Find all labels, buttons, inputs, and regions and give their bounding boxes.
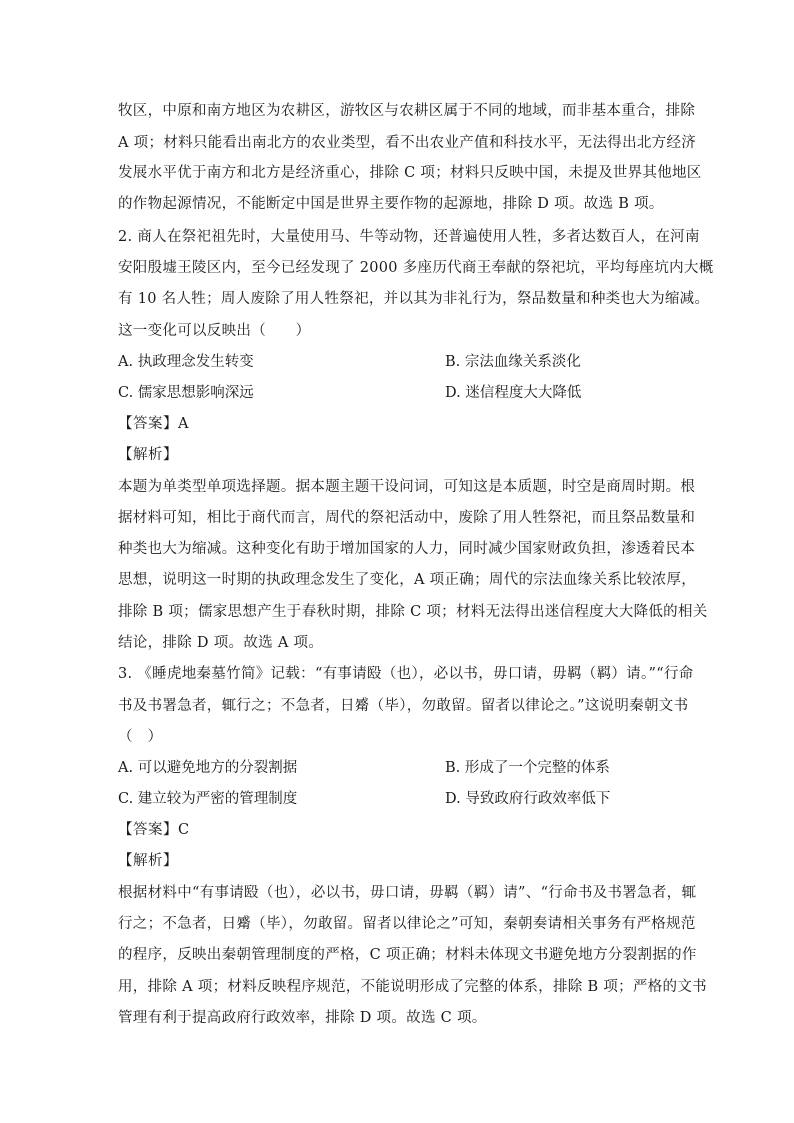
q3-analysis-label: 【解析】 xyxy=(118,853,178,869)
q3-option-c: C. 建立较为严密的管理制度 xyxy=(118,791,298,807)
q2-answer: 【答案】A xyxy=(118,416,189,432)
q2-analysis-line-2: 据材料可知，相比于商代而言，周代的祭祀活动中，废除了用人牲祭祀，而且祭品数量和 xyxy=(118,510,696,526)
q2-analysis-line-6: 结论，排除 D 项。故选 A 项。 xyxy=(118,635,324,651)
q3-analysis-line-1: 根据材料中“有事请殹（也），必以书，毋口请，毋羁（羁）请”、“行命书及书署急者，辄 xyxy=(118,885,697,901)
q2-analysis-line-4: 思想，说明这一时期的执政理念发生了变化，A 项正确；周代的宗法血缘关系比较浓厚， xyxy=(118,572,697,588)
intro-line-3: 发展水平优于南方和北方是经济重心，排除 C 项；材料只反映中国，未提及世界其他地区 xyxy=(118,165,702,181)
q3-stem-line-1: 3. 《睡虎地秦墓竹简》记载：“有事请殹（也），必以书，毋口请，毋羁（羁）请。”“行命 xyxy=(118,666,694,682)
q3-stem-line-3: （ ） xyxy=(118,729,163,745)
q3-analysis-line-2: 行之；不急者，日觱（毕），勿敢留。留者以律论之”可知，秦朝奏请相关事务有严格规范 xyxy=(118,916,696,932)
q3-option-a: A. 可以避免地方的分裂割据 xyxy=(118,760,298,776)
q2-stem-line-3: 有 10 名人牲；周人废除了用人牲祭祀，并以其为非礼行为，祭品数量和种类也大为缩减。 xyxy=(118,291,710,307)
q3-stem-line-2: 书及书署急者，辄行之；不急者，日觱（毕），勿敢留。留者以律论之。”这说明秦朝文书 xyxy=(118,698,689,714)
q3-analysis-line-4: 用，排除 A 项；材料反映程序规范，不能说明形成了完整的体系，排除 B 项；严格的文书 xyxy=(118,979,707,995)
q2-option-b: B. 宗法血缘关系淡化 xyxy=(445,354,581,370)
q2-analysis-line-5: 排除 B 项；儒家思想产生于春秋时期，排除 C 项；材料无法得出迷信程度大大降低的相关 xyxy=(118,604,708,620)
intro-line-4: 的作物起源情况，不能断定中国是世界主要作物的起源地，排除 D 项。故选 B 项。 xyxy=(118,196,664,212)
q3-answer: 【答案】C xyxy=(118,822,190,838)
intro-line-2: A 项；材料只能看出南北方的农业类型，看不出农业产值和科技水平，无法得出北方经济 xyxy=(118,135,697,151)
q2-analysis-line-1: 本题为单类型单项选择题。据本题主题干设问词，可知这是本质题，时空是商周时期。根 xyxy=(118,479,696,495)
q3-option-d: D. 导致政府行政效率低下 xyxy=(445,791,611,807)
q3-option-b: B. 形成了一个完整的体系 xyxy=(445,760,610,776)
q3-analysis-line-5: 管理有利于提高政府行政效率，排除 D 项。故选 C 项。 xyxy=(118,1010,487,1026)
q2-stem-line-4: 这一变化可以反映出（ ） xyxy=(118,323,311,339)
q2-option-a: A. 执政理念发生转变 xyxy=(118,354,254,370)
q3-analysis-line-3: 的程序，反映出秦朝管理制度的严格，C 项正确；材料未体现文书避免地方分裂割据的作 xyxy=(118,947,697,963)
q2-option-d: D. 迷信程度大大降低 xyxy=(445,385,582,401)
q2-stem-line-2: 安阳殷墟王陵区内，至今已经发现了 2000 多座历代商王奉献的祭祀坑，平均每座坑内大概 xyxy=(118,260,714,276)
q2-option-c: C. 儒家思想影响深远 xyxy=(118,385,254,401)
q2-analysis-line-3: 种类也大为缩减。这种变化有助于增加国家的人力，同时减少国家财政负担，渗透着民本 xyxy=(118,541,696,557)
intro-line-1: 牧区，中原和南方地区为农耕区，游牧区与农耕区属于不同的地域，而非基本重合，排除 xyxy=(118,103,696,119)
q2-analysis-label: 【解析】 xyxy=(118,447,178,463)
q2-stem-line-1: 2. 商人在祭祀祖先时，大量使用马、牛等动物，还普遍使用人牲，多者达数百人，在河南 xyxy=(118,229,700,245)
